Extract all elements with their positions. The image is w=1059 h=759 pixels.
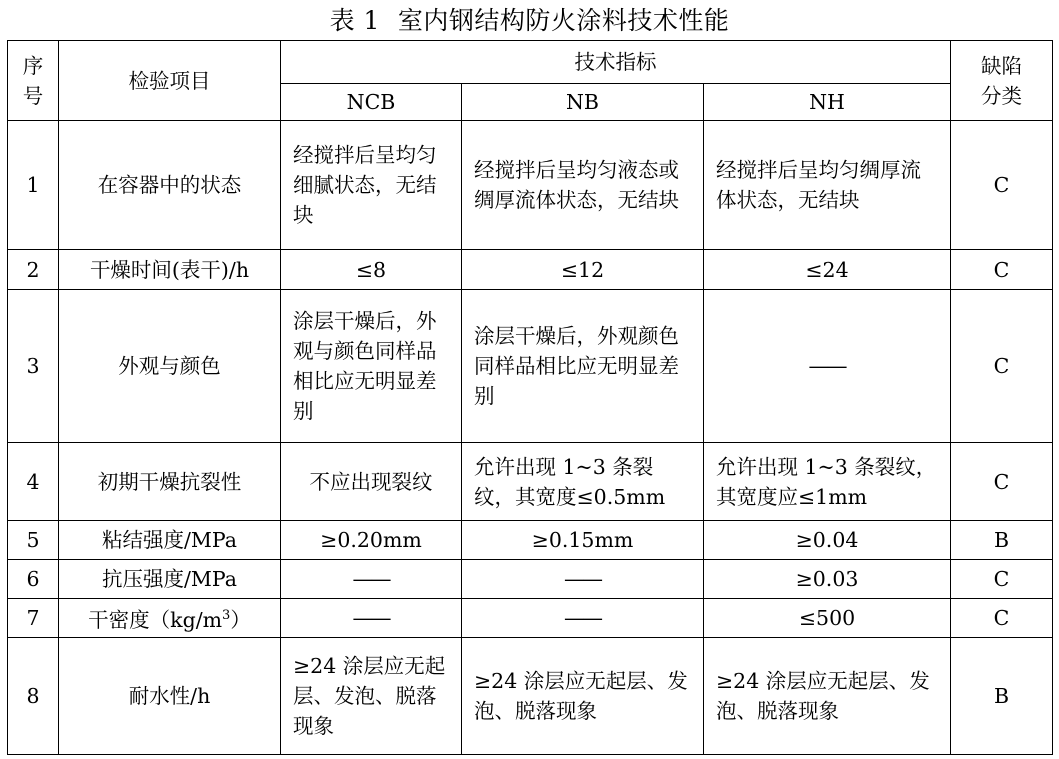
row-item [59, 599, 281, 638]
header-seq: 序号 [8, 41, 59, 121]
row-nb: 经搅拌后呈均匀液态或绸厚流体状态，无结块 [462, 121, 704, 250]
row-cls: B [951, 521, 1053, 560]
row-ncb: 经搅拌后呈均匀细腻状态，无结块 [281, 121, 462, 250]
row-cls: C [951, 560, 1053, 599]
row-cls: C [951, 290, 1053, 443]
row-seq: 5 [8, 521, 59, 560]
row-nb: 涂层干燥后，外观颜色同样品相比应无明显差别 [462, 290, 704, 443]
row-nb: ≥0.15mm [462, 521, 704, 560]
row-item-sup: 3 [222, 608, 231, 624]
table-row [8, 521, 1053, 560]
row-ncb: ≤8 [281, 250, 462, 290]
header-ncb: NCB [281, 84, 462, 121]
row-item: 在容器中的状态 [59, 121, 281, 250]
table-caption [0, 4, 1059, 38]
header-item: 检验项目 [59, 41, 281, 121]
row-seq: 8 [8, 638, 59, 755]
table-row [8, 599, 1053, 638]
table-row [8, 250, 1053, 290]
table-row [8, 290, 1053, 443]
row-item-text: 干密度（kg/m [88, 607, 223, 632]
row-nh: ≥0.03 [704, 560, 951, 599]
header-row-1 [8, 41, 1053, 84]
row-item: 干燥时间(表干)/h [59, 250, 281, 290]
row-cls: C [951, 599, 1053, 638]
row-ncb: —— [281, 560, 462, 599]
row-item: 抗压强度/MPa [59, 560, 281, 599]
header-nh: NH [704, 84, 951, 121]
row-seq: 3 [8, 290, 59, 443]
row-nh: 允许出现 1~3 条裂纹，其宽度应≤1mm [704, 443, 951, 521]
row-item: 粘结强度/MPa [59, 521, 281, 560]
row-nb: ≤12 [462, 250, 704, 290]
row-seq: 4 [8, 443, 59, 521]
row-cls: C [951, 250, 1053, 290]
row-nh: ≥24 涂层应无起层、发泡、脱落现象 [704, 638, 951, 755]
caption-number: 表 1 [329, 6, 380, 35]
row-cls: C [951, 121, 1053, 250]
table-row [8, 443, 1053, 521]
header-nb: NB [462, 84, 704, 121]
row-nh: ≤24 [704, 250, 951, 290]
table-row [8, 638, 1053, 755]
row-item: 外观与颜色 [59, 290, 281, 443]
row-nh: ≤500 [704, 599, 951, 638]
row-cls: B [951, 638, 1053, 755]
header-tech: 技术指标 [281, 41, 951, 84]
row-nh: —— [704, 290, 951, 443]
caption-title: 室内钢结构防火涂料技术性能 [397, 6, 730, 35]
row-seq: 6 [8, 560, 59, 599]
row-nb: —— [462, 599, 704, 638]
row-seq: 2 [8, 250, 59, 290]
row-item: 初期干燥抗裂性 [59, 443, 281, 521]
row-ncb: ≥0.20mm [281, 521, 462, 560]
row-nh: ≥0.04 [704, 521, 951, 560]
table-row [8, 560, 1053, 599]
row-ncb: 不应出现裂纹 [281, 443, 462, 521]
row-seq: 1 [8, 121, 59, 250]
row-nb: ≥24 涂层应无起层、发泡、脱落现象 [462, 638, 704, 755]
header-cls: 缺陷分类 [951, 41, 1053, 121]
row-ncb: —— [281, 599, 462, 638]
row-seq: 7 [8, 599, 59, 638]
table-row [8, 121, 1053, 250]
row-nb: —— [462, 560, 704, 599]
row-ncb: 涂层干燥后，外观与颜色同样品相比应无明显差别 [281, 290, 462, 443]
row-ncb: ≥24 涂层应无起层、发泡、脱落现象 [281, 638, 462, 755]
row-item-close: ） [230, 607, 251, 632]
row-nh: 经搅拌后呈均匀绸厚流体状态，无结块 [704, 121, 951, 250]
row-cls: C [951, 443, 1053, 521]
row-item: 耐水性/h [59, 638, 281, 755]
row-nb: 允许出现 1~3 条裂纹，其宽度≤0.5mm [462, 443, 704, 521]
spec-table [7, 40, 1053, 755]
